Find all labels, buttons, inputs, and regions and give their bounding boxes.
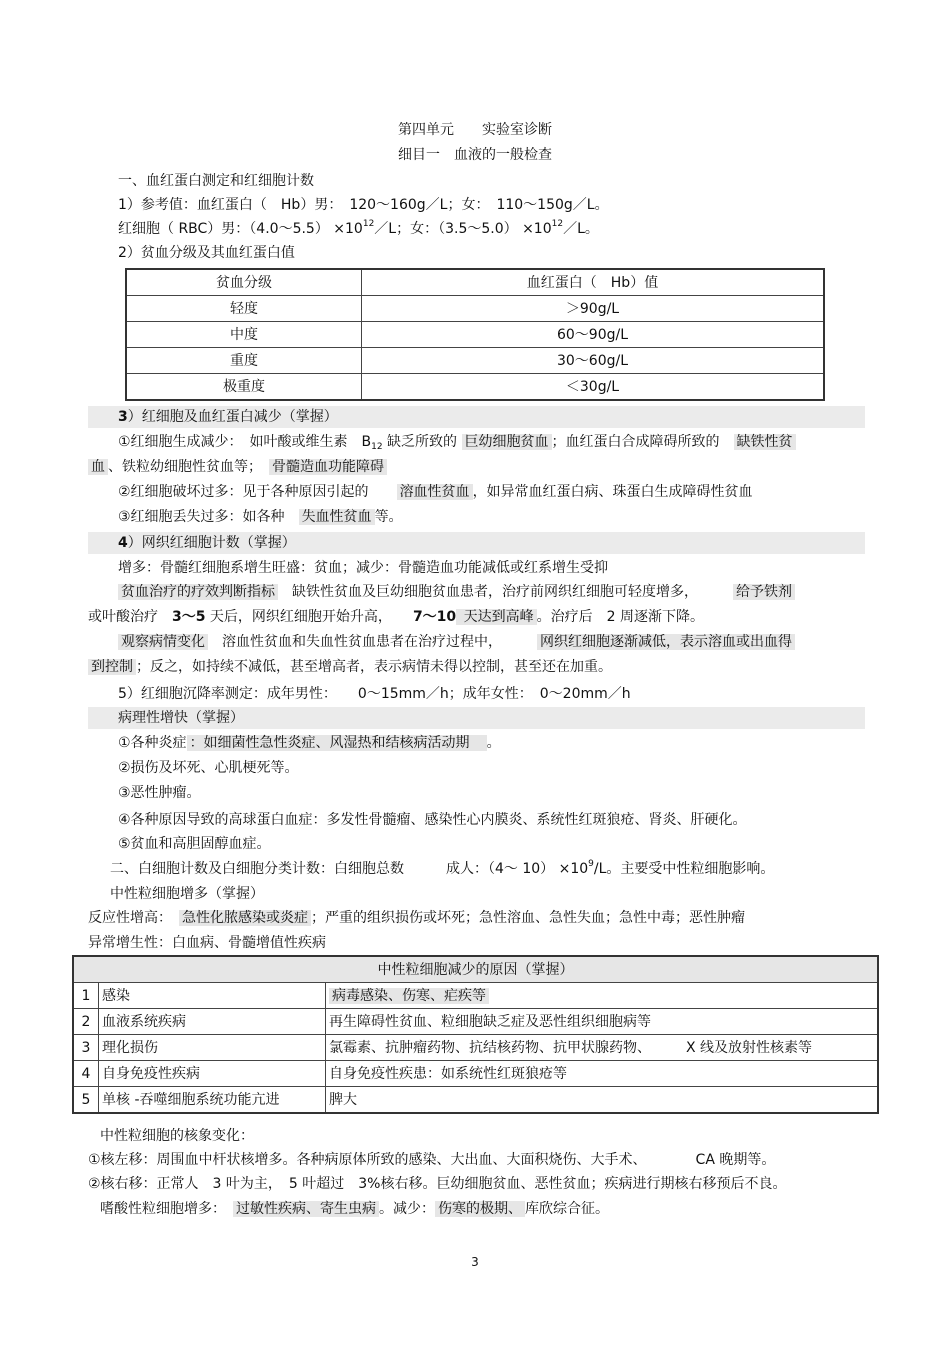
exponent: 12 (551, 219, 564, 229)
hemoglobin-reference: 1）参考值：血红蛋白（ Hb）男： 120～160g／L；女： 110～150g／L。 (118, 197, 609, 213)
left-shift-line: ①核左移：周围血中杆状核增多。各种病原体所致的感染、大出血、大面积烧伤、大手术、 CA 晚期等。 (88, 1152, 776, 1168)
text-run: 嗜酸性粒细胞增多： (100, 1201, 233, 1217)
highlight: 巨幼细胞贫血 (462, 434, 552, 450)
table-cell: 60～90g/L (362, 322, 825, 348)
heading-number: 4 (118, 535, 128, 551)
bold-text: 7～10 (412, 609, 457, 625)
text-run: 或叶酸治疗 (88, 609, 172, 625)
table-header-row (126, 269, 824, 296)
anemia-grade-table (125, 268, 825, 401)
table-cell: 4 (73, 1061, 99, 1087)
table-row (126, 296, 824, 322)
highlight: 到控制 (88, 659, 136, 675)
table-row (126, 348, 824, 374)
table-cell (326, 983, 879, 1009)
section-heading-hemoglobin: 一、血红蛋白测定和红细胞计数 (118, 173, 314, 189)
table-cell: 自身免疫性疾病 (99, 1061, 326, 1087)
table-row (73, 1009, 878, 1035)
table-row (73, 1061, 878, 1087)
exponent: 12 (362, 219, 375, 229)
heading-number: 3 (118, 409, 128, 425)
esr-cause-item: ④各种原因导致的高球蛋白血症：多发性骨髓瘤、感染性心内膜炎、系统性红斑狼疮、肾炎、肝硬化。 (118, 812, 747, 828)
text-run: 等。 (374, 509, 403, 525)
rbc-decrease-line (118, 482, 753, 502)
reticulocyte-line (118, 632, 795, 652)
highlight: 急性化脓感染或炎症 (179, 910, 311, 926)
table-cell: 轻度 (126, 296, 362, 322)
wbc-count-line (110, 859, 774, 879)
highlight: 贫血治疗的疗效判断指标 (118, 584, 278, 600)
highlight: 给予铁剂 (733, 584, 795, 600)
table-cell: 30～60g/L (362, 348, 825, 374)
table-cell: 2 (73, 1009, 99, 1035)
subsection-title: 细目一 血液的一般检查 (398, 147, 552, 163)
highlight: 血 (88, 459, 108, 475)
highlight: 溶血性贫血 (397, 484, 473, 500)
table-cell: 血液系统疾病 (99, 1009, 326, 1035)
table-cell: 重度 (126, 348, 362, 374)
rbc-decrease-line (118, 432, 796, 452)
table-row (73, 1035, 878, 1061)
table-cell: 理化损伤 (99, 1035, 326, 1061)
neutrophil-decrease-table (72, 955, 879, 1114)
esr-cause-item: ③恶性肿瘤。 (118, 785, 201, 801)
table-header-row (73, 956, 878, 983)
text-run: ；反之，如持续不减低，甚至增高者，表示病情未得以控制，甚至还在加重。 (136, 659, 612, 675)
text-run: 。治疗后 2 周逐渐下降。 (536, 609, 704, 625)
text-run: ②红细胞破坏过多：见于各种原因引起的 (118, 484, 397, 500)
text-run: ③红细胞丢失过多：如各种 (118, 509, 299, 525)
table-row (73, 1087, 878, 1114)
text-run: 、铁粒幼细胞性贫血等； (108, 459, 269, 475)
highlight: 观察病情变化 (118, 634, 208, 650)
table-header-cell: 贫血分级 (126, 269, 362, 296)
reticulocyte-line (118, 582, 795, 602)
text-run: 。减少： (379, 1201, 435, 1217)
text-run: 缺乏所致的 (382, 434, 462, 450)
rbc-decrease-line (88, 457, 387, 477)
exponent: 9 (588, 859, 594, 869)
eosinophil-line (100, 1199, 609, 1219)
abnormal-proliferation-line: 异常增生性：白血病、骨髓增值性疾病 (88, 935, 326, 951)
highlight: 失血性贫血 (299, 509, 375, 525)
text-run: 。 (486, 735, 501, 751)
reticulocyte-line (88, 657, 612, 677)
nuclear-shift-heading: 中性粒细胞的核象变化： (100, 1128, 254, 1144)
section-heading-rbc-decrease (118, 407, 338, 427)
reticulocyte-line: 增多：骨髓红细胞系增生旺盛：贫血；减少：骨髓造血功能减低或红系增生受抑 (118, 560, 608, 576)
text-run: 溶血性贫血和失血性贫血患者在治疗过程中， (208, 634, 537, 650)
highlight: 伤寒的极期、 (435, 1201, 525, 1217)
text-run: /L。主要受中性粒细胞影响。 (593, 861, 775, 877)
table-cell: 自身免疫性疾患：如系统性红斑狼疮等 (326, 1061, 879, 1087)
text-run: 反应性增高： (88, 910, 179, 926)
table-cell: 极重度 (126, 374, 362, 401)
page-number: 3 (471, 1255, 479, 1269)
right-shift-line: ②核右移：正常人 3 叶为主， 5 叶超过 3%核右移。巨幼细胞贫血、恶性贫血；疾病进行期核右移预后不良。 (88, 1176, 787, 1192)
rbc-decrease-line (118, 507, 403, 527)
rbc-reference-part: ／L。 (563, 221, 599, 237)
table-cell: ＞90g/L (362, 296, 825, 322)
text-run: ；严重的组织损伤或坏死；急性溶血、急性失血；急性中毒；恶性肿瘤 (311, 910, 745, 926)
table-cell: 单核 -吞噬细胞系统功能亢进 (99, 1087, 326, 1114)
table-cell: 感染 (99, 983, 326, 1009)
rbc-reference-part: ／L；女：（3.5～5.0） ×10 (374, 221, 552, 237)
table-cell: 中度 (126, 322, 362, 348)
table-cell: ＜30g/L (362, 374, 825, 401)
table-row (126, 374, 824, 401)
text-run: ，如异常血红蛋白病、珠蛋白生成障碍性贫血 (472, 484, 753, 500)
text-run: 缺铁性贫血及巨幼细胞贫血患者，治疗前网织红细胞可轻度增多， (278, 584, 733, 600)
text-run: ①各种炎症 (118, 735, 187, 751)
heading-text: ）网织红细胞计数（掌握） (127, 535, 296, 551)
text-run: 库欣综合征。 (525, 1201, 609, 1217)
text-run: 天后，网织红细胞开始升高， (205, 609, 413, 625)
reactive-increase-line (88, 908, 745, 928)
subscript: 12 (371, 442, 383, 452)
table-cell: 5 (73, 1087, 99, 1114)
esr-cause-item: ②损伤及坏死、心肌梗死等。 (118, 760, 299, 776)
esr-reference: 5）红细胞沉降率测定：成年男性： 0～15mm／h；成年女性： 0～20mm／h (118, 686, 631, 702)
esr-cause-item: ⑤贫血和高胆固醇血症。 (118, 836, 271, 852)
highlight: 缺铁性贫 (734, 434, 796, 450)
table-row (73, 983, 878, 1009)
highlight: 过敏性疾病、寄生虫病 (233, 1201, 379, 1217)
anemia-grade-heading: 2）贫血分级及其血红蛋白值 (118, 245, 295, 261)
esr-cause-item (118, 733, 501, 753)
table-cell: 氯霉素、抗肿瘤药物、抗结核药物、抗甲状腺药物、 X 线及放射性核素等 (326, 1035, 879, 1061)
highlight: 天达到高峰 (456, 609, 536, 625)
highlight: 骨髓造血功能障碍 (269, 459, 387, 475)
bold-text: 3～5 (172, 609, 206, 625)
table-title-cell: 中性粒细胞减少的原因（掌握） (73, 956, 878, 983)
esr-pathologic-heading: 病理性增快（掌握） (118, 710, 244, 726)
text-run: 二、白细胞计数及白细胞分类计数：白细胞总数 成人：（4～ 10） ×10 (110, 861, 589, 877)
table-cell: 再生障碍性贫血、粒细胞缺乏症及恶性组织细胞病等 (326, 1009, 879, 1035)
highlight: 网织红细胞逐渐减低，表示溶血或出血得 (537, 634, 795, 650)
reticulocyte-line (88, 607, 704, 627)
table-row (126, 322, 824, 348)
neutrophil-increase-heading: 中性粒细胞增多（掌握） (110, 886, 264, 902)
heading-text: ）红细胞及血红蛋白减少（掌握） (127, 409, 338, 425)
text-run: ；血红蛋白合成障碍所致的 (551, 434, 734, 450)
section-heading-reticulocyte (118, 533, 296, 553)
rbc-reference-part: 红细胞（ RBC）男：（4.0～5.5） ×10 (118, 221, 363, 237)
table-cell: 1 (73, 983, 99, 1009)
table-cell: 脾大 (326, 1087, 879, 1114)
unit-title: 第四单元 实验室诊断 (398, 122, 552, 138)
table-cell: 3 (73, 1035, 99, 1061)
highlight: ：如细菌性急性炎症、风湿热和结核病活动期 (187, 735, 487, 751)
rbc-reference (118, 219, 599, 239)
text-run: ①红细胞生成减少： 如叶酸或维生素 B (118, 434, 372, 450)
highlight: 病毒感染、伤寒、疟疾等 (329, 988, 489, 1004)
table-header-cell: 血红蛋白（ Hb）值 (362, 269, 825, 296)
